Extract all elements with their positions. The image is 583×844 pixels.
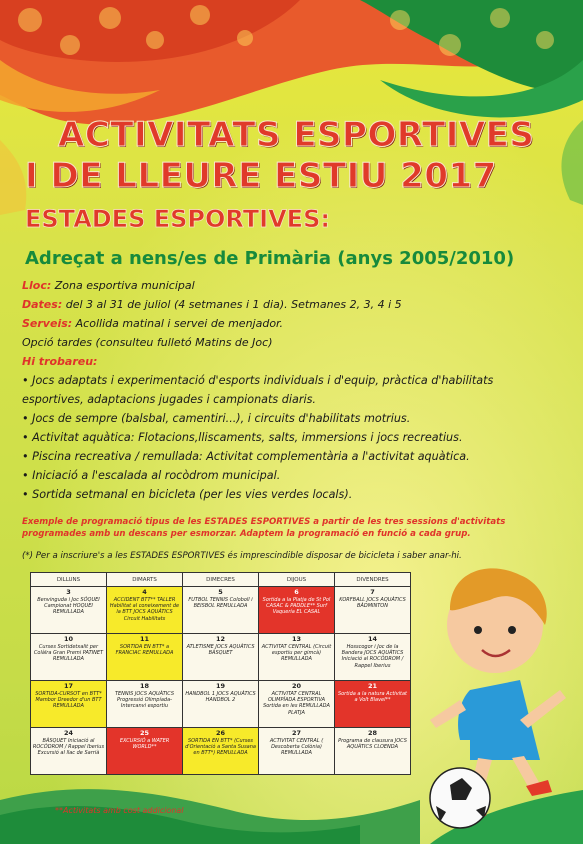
calendar-cell — [334, 681, 410, 728]
calendar-cell — [259, 681, 335, 728]
calendar-header: DIMECRES — [183, 573, 259, 587]
calendar-cell — [183, 634, 259, 681]
calendar-day: 19 — [216, 682, 226, 690]
calendar-activity: Sortida a la Platja de St Pol CASAC & PADDLE** Surf Vaquería EL CASAL — [262, 597, 331, 616]
calendar-header: DILLUNS — [31, 573, 107, 587]
calendar-activity: Benvinguda i Joc SÓQUEI Campionat HOQUEI REMULLADA — [37, 597, 100, 616]
info-lloc: Lloc: Zona esportiva municipal — [22, 279, 195, 292]
calendar-activity: Sortida a la natura Activitat a Volt Blavel** — [337, 691, 408, 704]
bullet-item: • Piscina recreativa / remullada: Activitat complementària a l'activitat aquàtica. — [22, 450, 470, 463]
calendar-day: 6 — [294, 588, 299, 596]
calendar-header: DIVENDRES — [334, 573, 410, 587]
calendar-day: 11 — [139, 635, 150, 643]
page-title-line-1: ACTIVITATS ESPORTIVES — [58, 115, 535, 155]
calendar-cell — [31, 681, 107, 728]
bullet-item: • Activitat aquàtica: Flotacions,lliscaments, salts, immersions i jocs recreatius. — [22, 431, 463, 444]
calendar-activity: SORTIDA EN BTT* a FRANCIAC REMULLADA — [115, 644, 174, 657]
calendar-cell — [334, 728, 410, 775]
subtitle: Adreçat a nens/es de Primària (anys 2005/2010) — [25, 248, 515, 269]
bullet-item: esportives, adaptacions jugades i campionats diaris. — [22, 393, 316, 406]
calendar-day: 3 — [66, 588, 71, 596]
calendar-row — [31, 728, 411, 775]
calendar-day: 10 — [63, 635, 73, 643]
calendar-cell — [31, 587, 107, 634]
calendar-activity: ATLETISME JOCS AQUÀTICS BÀSQUET — [186, 644, 255, 657]
bicycle-note: (*) Per a inscriure's a les ESTADES ESPORTIVES és imprescindible disposar de bicicleta i saber anar-hi. — [22, 551, 462, 561]
calendar-row — [31, 587, 411, 634]
bullet-item: • Jocs adaptats i experimentació d'esports individuals i d'equip, pràctica d'habilitats — [22, 374, 494, 387]
calendar-day: 14 — [367, 635, 378, 643]
calendar-activity: FUTBOL TENNIS Coloboll i BEISBOL REMULLADA — [188, 597, 253, 610]
calendar-cell — [106, 681, 182, 728]
calendar-day: 4 — [142, 588, 147, 596]
info-opcio: Opció tardes (consulteu fulletó Matins de Joc) — [22, 336, 273, 349]
info-hi-trobareu: Hi trobareu: — [22, 355, 98, 368]
calendar-activity: ACTIVITAT CENTRAL OLIMPÍADA ESPORTIVA Sortida en les REMULLADA PLATJA — [263, 691, 330, 716]
bullet-item: • Jocs de sempre (balsbal, camentiri...), i circuits d'habilitats motrius. — [22, 412, 411, 425]
calendar-cell — [31, 634, 107, 681]
calendar-cell — [106, 634, 182, 681]
calendar-day: 12 — [216, 635, 226, 643]
calendar-header: DIMARTS — [106, 573, 182, 587]
calendar-cell — [183, 681, 259, 728]
calendar-day: 28 — [367, 729, 378, 737]
calendar-cell — [31, 728, 107, 775]
calendar-activity: ACTIVITAT CENTRAL (Circuit esportiu per gimcà) REMULLADA — [261, 644, 332, 663]
calendar-day: 26 — [216, 729, 226, 737]
info-dates: Dates: del 3 al 31 de juliol (4 setmanes i 1 dia). Setmanes 2, 3, 4 i 5 — [22, 298, 402, 311]
calendar-day: 20 — [291, 682, 302, 690]
calendar-day: 24 — [63, 729, 73, 737]
page-title-line-2: I DE LLEURE ESTIU 2017 — [25, 156, 497, 196]
calendar-activity: BÀSQUET Iniciació al ROCÒDROM / Rappel Iberius Excursió al llac de Sarrià — [32, 738, 105, 757]
calendar-header-row — [31, 573, 411, 587]
calendar-activity: SORTIDA-CURSOT en BTT* Mambor Dreedor d'un BTT REMULLADA — [35, 691, 102, 710]
calendar-cell — [183, 587, 259, 634]
calendar-day: 27 — [291, 729, 302, 737]
calendar-activity: Hosscogor i Joc de la Bandera JOCS AQUÀTICS Iniciació al ROCÒDROM / Rappel Iberius — [341, 644, 404, 669]
info-serveis: Serveis: Acollida matinal i servei de menjador. — [22, 317, 284, 330]
calendar-row — [31, 634, 411, 681]
calendar-day: 18 — [139, 682, 150, 690]
calendar-cell — [183, 728, 259, 775]
section-title: ESTADES ESPORTIVES: — [25, 205, 330, 233]
calendar-activity: SORTIDA EN BTT* (Curses d'Orientació a Santa Susana en BTT*) REMULLADA — [185, 738, 256, 757]
calendar-activity: HANDBOL 1 JOCS AQUÀTICS HANDBOL 2 — [185, 691, 256, 704]
calendar-cell — [106, 728, 182, 775]
info-block — [22, 276, 567, 504]
calendar-day: 17 — [63, 682, 73, 690]
calendar-cell — [334, 634, 410, 681]
calendar-activity: EXCURSIÓ a WATER WORLD** — [119, 738, 170, 751]
calendar-activity: KORFBALL JOCS AQUÀTICS BÀDMINTON — [339, 597, 406, 610]
calendar-activity: Programa de clausura JOCS AQUÀTICS CLOENDA — [338, 738, 407, 751]
calendar-activity: Curses Sortidetxalit per Colàlra Gran Premi PATINET REMULLADA — [33, 644, 104, 663]
bullet-item: • Sortida setmanal en bicicleta (per les vies verdes locals). — [22, 488, 353, 501]
calendar-cell — [106, 587, 182, 634]
calendar-activity: ACTIVITAT CENTRAL ( Descoberta Colònia) REMULLADA — [269, 738, 324, 757]
calendar-cell — [334, 587, 410, 634]
programming-note: Exemple de programació tipus de les ESTADES ESPORTIVES a partir de les tres sessions d'activitats programades amb un descans per esmorzar. Adaptem la programació en funció a cada grup. — [22, 517, 506, 539]
calendar-day: 7 — [370, 588, 375, 596]
calendar-activity: TENNIS JOCS AQUÀTICS Progressió Olimpíada-Intercanvi esportiu — [114, 691, 175, 710]
bullet-item: • Iniciació a l'escalada al rocòdrom municipal. — [22, 469, 281, 482]
calendar-activity: ACCIDENT BTT** TALLER Habilitat al coneixement de la BTT JOCS AQUÀTICS Circuit Habilitats — [109, 597, 180, 622]
calendar-day: 13 — [291, 635, 302, 643]
calendar-day: 5 — [218, 588, 223, 596]
calendar-row — [31, 681, 411, 728]
calendar-table — [30, 572, 411, 775]
calendar-cell — [259, 728, 335, 775]
calendar-cell — [259, 634, 335, 681]
calendar-day: 25 — [139, 729, 150, 737]
calendar-cell — [259, 587, 335, 634]
calendar-day: 21 — [367, 682, 378, 690]
footnote: **Activitats amb cost addicional — [55, 806, 184, 815]
calendar-header: DIJOUS — [259, 573, 335, 587]
